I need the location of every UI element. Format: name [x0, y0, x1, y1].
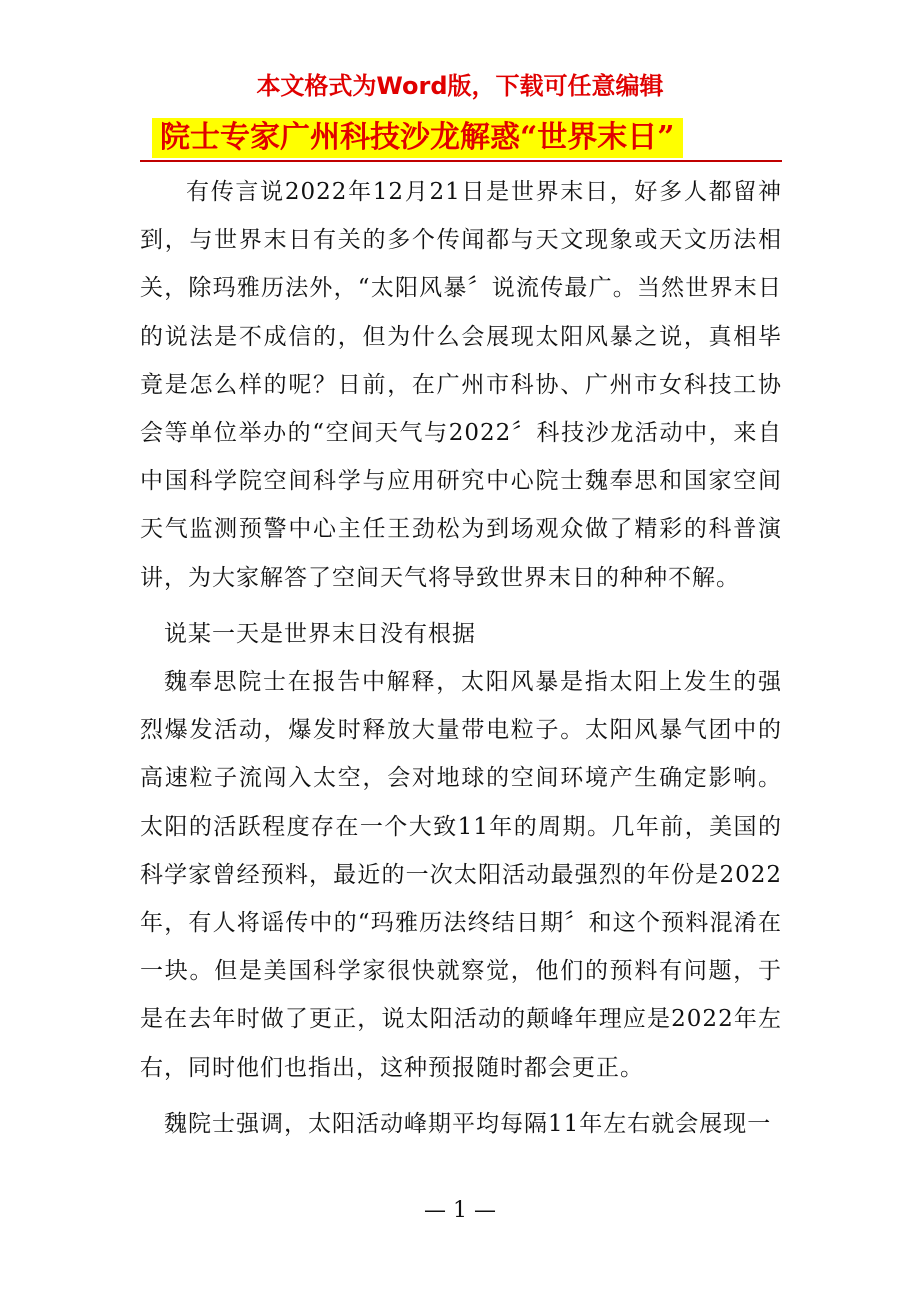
article-body: [140, 168, 782, 1148]
paragraph-explanation: 魏奉思院士在报告中解释，太阳风暴是指太阳上发生的强烈爆发活动，爆发时释放大量带电粒子。太阳风暴气团中的高速粒子流闯入太空，会对地球的空间环境产生确定影响。太阳的活跃程度存在一个大致11年的周期。几年前，美国的科学家曾经预料，最近的一次太阳活动最强烈的年份是2022年，有人将谣传中的“玛雅历法终结日期〞和这个预料混淆在一块。但是美国科学家很快就察觉，他们的预料有问题，于是在去年时做了更正，说太阳活动的颠峰年理应是2022年左右，同时他们也指出，这种预报随时都会更正。: [140, 669, 782, 1081]
title-block: [140, 114, 782, 162]
page-number: — 1 —: [424, 1198, 496, 1223]
section-heading: 说某一天是世界末日没有根据: [164, 620, 476, 647]
paragraph-continuation: 魏院士强调，太阳活动峰期平均每隔11年左右就会展现一: [164, 1110, 772, 1137]
download-banner: 本文格式为Word版，下载可任意编辑: [256, 72, 664, 100]
page-title: 院士专家广州科技沙龙解惑“世界末日”: [152, 118, 683, 158]
paragraph-intro: 有传言说2022年12月21日是世界末日，好多人都留神到，与世界末日有关的多个传闻都与天文现象或天文历法相关，除玛雅历法外，“太阳风暴〞说流传最广。当然世界末日的说法是不成信的，但为什么会展现太阳风暴之说，真相毕竟是怎么样的呢？日前，在广州市科协、广州市女科技工协会等单位举办的“空间天气与2022〞科技沙龙活动中，来自中国科学院空间科学与应用研究中心院士魏奉思和国家空间天气监测预警中心主任王劲松为到场观众做了精彩的科普演讲，为大家解答了空间天气将导致世界末日的种种不解。: [140, 179, 782, 591]
